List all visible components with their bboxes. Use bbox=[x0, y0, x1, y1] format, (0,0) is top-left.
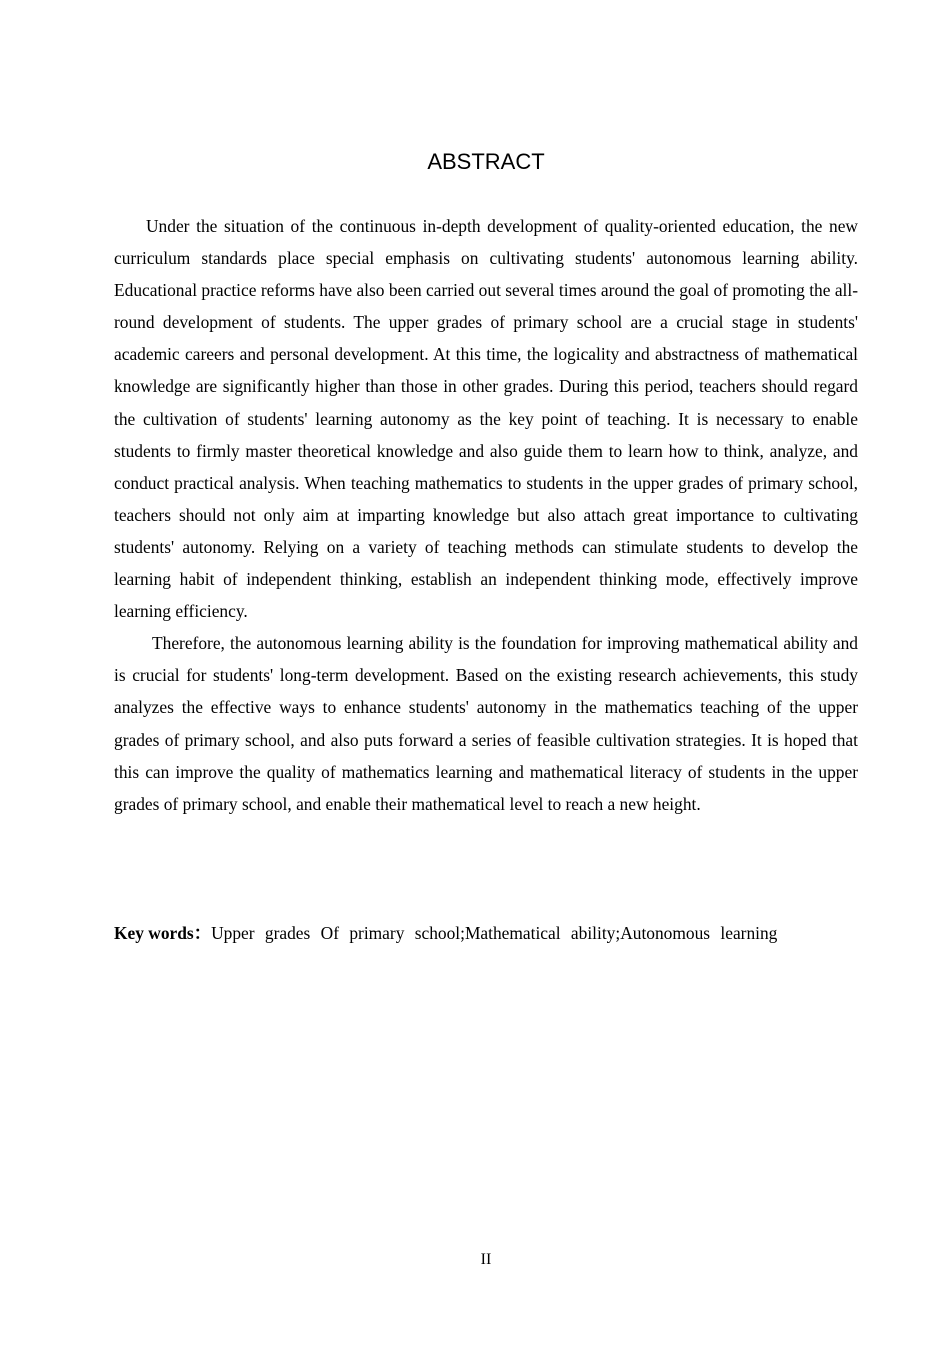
keywords-label: Key words： bbox=[114, 923, 212, 943]
abstract-paragraph-2: Therefore, the autonomous learning ability is the foundation for improving mathematical ability and is crucial for students' long-term development. Based on the existing research achievements, this study analyzes the effective ways to enhance students' autonomy in the mathematics teaching of the upper grades of primary school, and also puts forward a series of feasible cultivation strategies. It is hoped that this can improve the quality of mathematics learning and mathematical literacy of students in the upper grades of primary school, and enable their mathematical level to reach a new height. bbox=[114, 633, 858, 814]
keywords-line bbox=[114, 917, 858, 949]
abstract-title: ABSTRACT bbox=[427, 149, 545, 174]
keywords-text: Upper grades Of primary school;Mathematical ability;Autonomous learning bbox=[211, 923, 778, 943]
abstract-body bbox=[114, 210, 858, 820]
page-number: II bbox=[480, 1251, 492, 1268]
abstract-paragraph-1: Under the situation of the continuous in-depth development of quality-oriented education, the new curriculum standards place special emphasis on cultivating students' autonomous learning ability. Educational practice reforms have also been carried out several times around the goal of promoting the all-round development of students. The upper grades of primary school are a crucial stage in students' academic careers and personal development. At this time, the logicality and abstractness of mathematical knowledge are significantly higher than those in other grades. During this period, teachers should regard the cultivation of students' learning autonomy as the key point of teaching. It is necessary to enable students to firmly master theoretical knowledge and also guide them to learn how to think, analyze, and conduct practical analysis. When teaching mathematics to students in the upper grades of primary school, teachers should not only aim at imparting knowledge but also attach great importance to cultivating students' autonomy. Relying on a variety of teaching methods can stimulate students to develop the learning habit of independent thinking, establish an independent thinking mode, effectively improve learning efficiency. bbox=[114, 216, 858, 622]
